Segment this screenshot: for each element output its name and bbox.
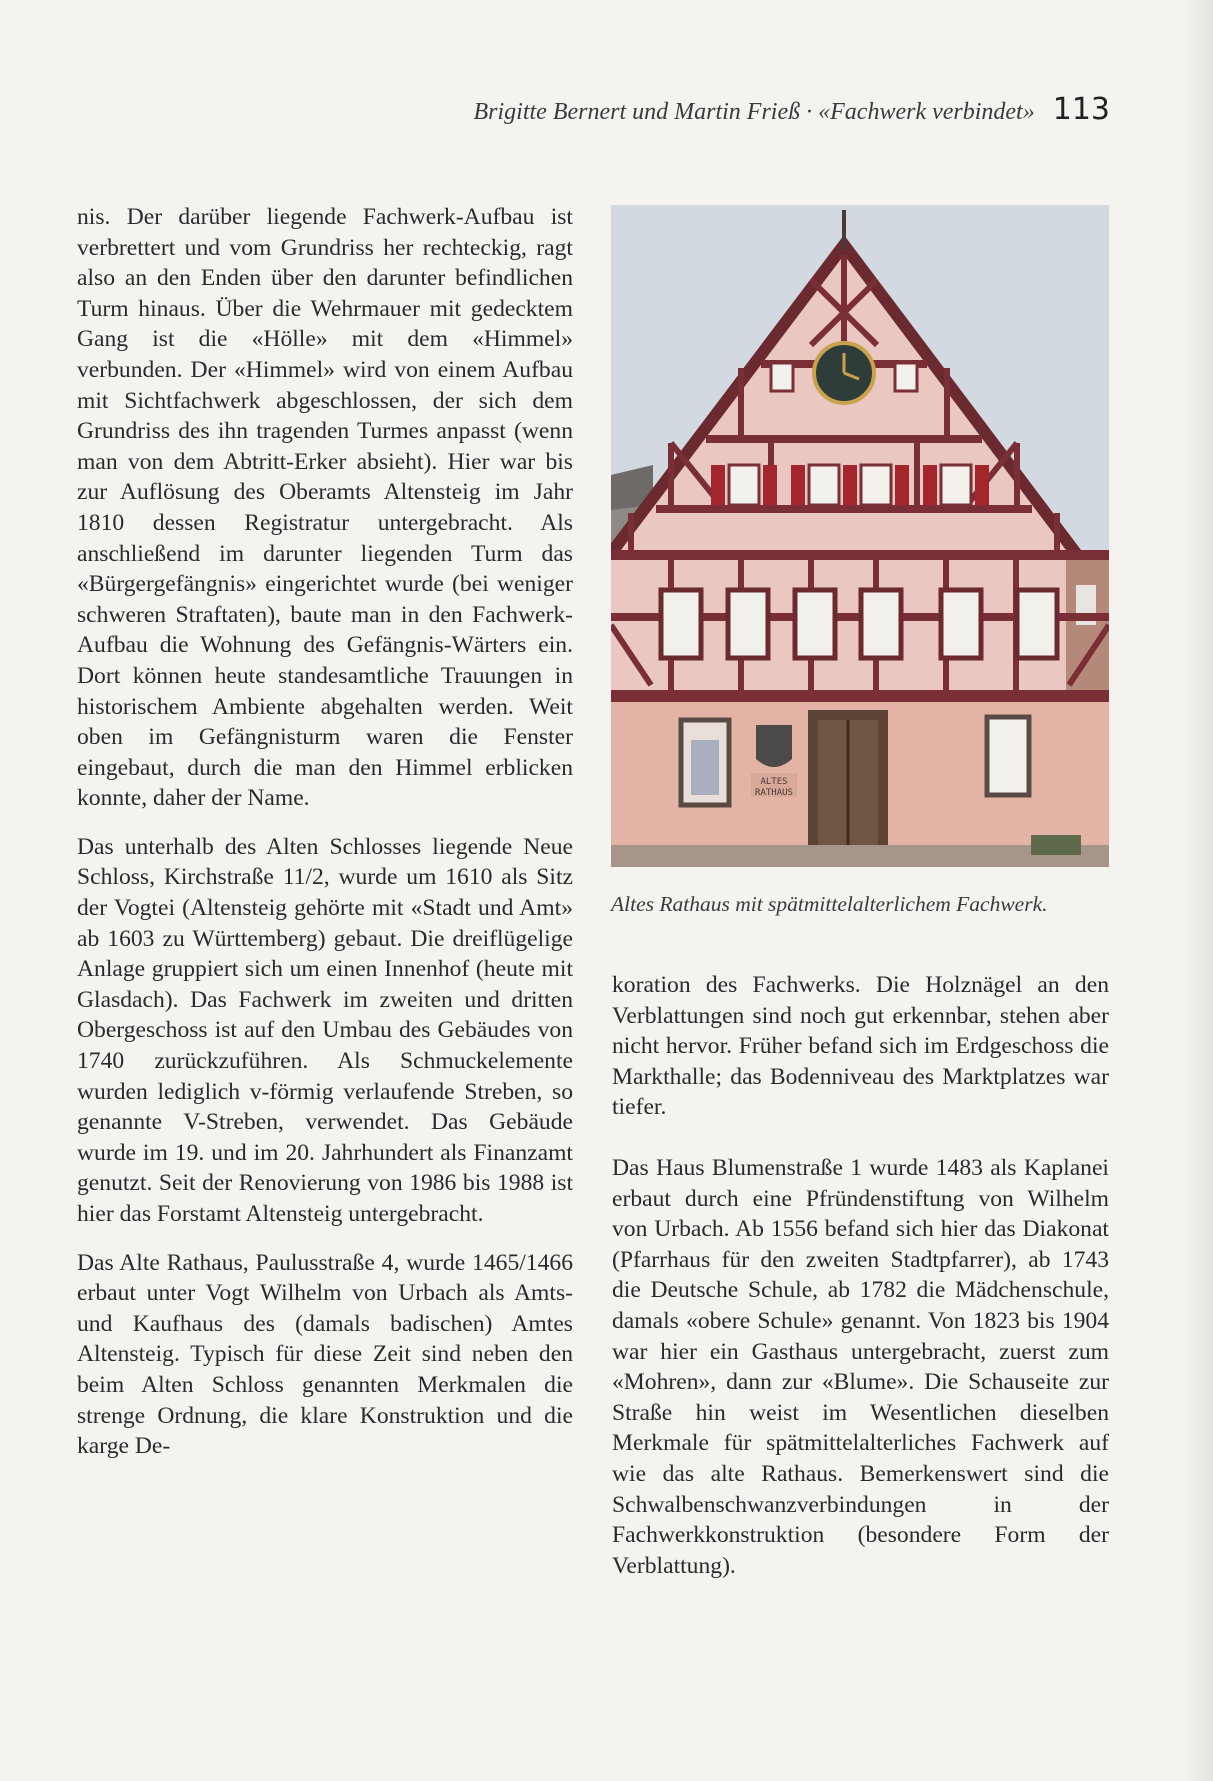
paragraph: nis. Der darüber liegende Fachwerk-Aufbau ist verbrettert und vom Grundriss her rechteckig, ragt also an den Enden über den darunter befindlichen Turm hinaus. Über die Wehrmauer mit gedecktem Gang ist die «Hölle» mit dem «Himmel» verbunden. Der «Himmel» wird von einem Aufbau mit Sichtfachwerk abgeschlossen, der sich dem Grundriss des ihn tragenden Turmes anpasst (wenn man von dem Abtritt-Erker absieht). Hier war bis zur Auflösung des Oberamts Altensteig im Jahr 1810 dessen Registratur untergebracht. Als anschließend im darunter liegenden Turm das «Bürgergefängnis» eingerichtet wurde (bei weniger schweren Straftaten), baute man in den Fachwerk-Aufbau die Wohnung des Gefängnis-Wärters ein. Dort können heute standesamtliche Trauungen in historischem Ambiente abgehalten werden. Weit oben im Gefängnisturm waren die Fenster eingebaut, durch die man den Himmel erblicken konnte, daher der Name. <box>77 204 573 812</box>
running-title: Brigitte Bernert und Martin Frieß · «Fachwerk verbindet» <box>473 99 1035 125</box>
paragraph: Das Alte Rathaus, Paulusstraße 4, wurde 1465/1466 erbaut unter Vogt Wilhelm von Urbach als Amts- und Kaufhaus des (damals badischen) Amtes Altensteig. Typisch für diese Zeit sind neben den beim Alten Schloss genannten Merkmalen die strenge Ordnung, die klare Konstruktion und die karge De- <box>77 1249 573 1460</box>
page-number: 113 <box>1052 92 1110 127</box>
page-edge-shadow <box>1183 0 1213 1781</box>
running-head <box>440 92 1110 127</box>
photo-altes-rathaus <box>611 205 1109 867</box>
right-column <box>612 970 1109 1581</box>
paragraph: Das unterhalb des Alten Schlosses liegende Neue Schloss, Kirchstraße 11/2, wurde um 1610 als Sitz der Vogtei (Altensteig gehörte mit «Stadt und Amt» ab 1603 zu Württemberg) gebaut. Die dreiflügelige Anlage gruppiert sich um einen Innenhof (heute mit Glasdach). Das Fachwerk im zweiten und dritten Obergeschoss ist auf den Umbau des Gebäudes von 1740 zurückzuführen. Als Schmuckelemente wurden lediglich v-förmig verlaufende Streben, so genannte V-Streben, verwendet. Das Gebäude wurde im 19. und im 20. Jahrhundert als Finanzamt genutzt. Seit der Renovierung von 1986 bis 1988 ist hier das Forstamt Altensteig untergebracht. <box>77 833 573 1227</box>
left-column <box>77 202 573 1462</box>
figure-caption: Altes Rathaus mit spätmittelalterlichem Fachwerk. <box>611 892 1048 916</box>
paragraph: koration des Fachwerks. Die Holznägel an den Verblattungen sind noch gut erkennbar, stehen aber nicht hervor. Früher befand sich im Erdgeschoss die Markthalle; das Bodenniveau des Marktplatzes war tiefer. <box>612 972 1109 1121</box>
sign-line-2: RATHAUS <box>755 788 793 798</box>
paragraph: Das Haus Blumenstraße 1 wurde 1483 als Kaplanei erbaut durch eine Pfründenstiftung von Wilhelm von Urbach. Ab 1556 befand sich hier das Diakonat (Pfarrhaus für den zweiten Stadtpfarrer), ab 1743 die Deutsche Schule, ab 1782 die Mädchenschule, damals «obere Schule» genannt. Von 1823 bis 1904 war hier ein Gasthaus untergebracht, zuerst zum «Mohren», dann zur «Blume». Die Schauseite zur Straße hin weist im Wesentlichen dieselben Merkmale für spätmittelalterliches Fachwerk auf wie das alte Rathaus. Bemerkenswert sind die Schwalbenschwanzverbindungen in der Fachwerkkonstruktion (besondere Form der Verblattung). <box>612 1154 1109 1579</box>
sign-line-1: ALTES <box>760 777 788 787</box>
